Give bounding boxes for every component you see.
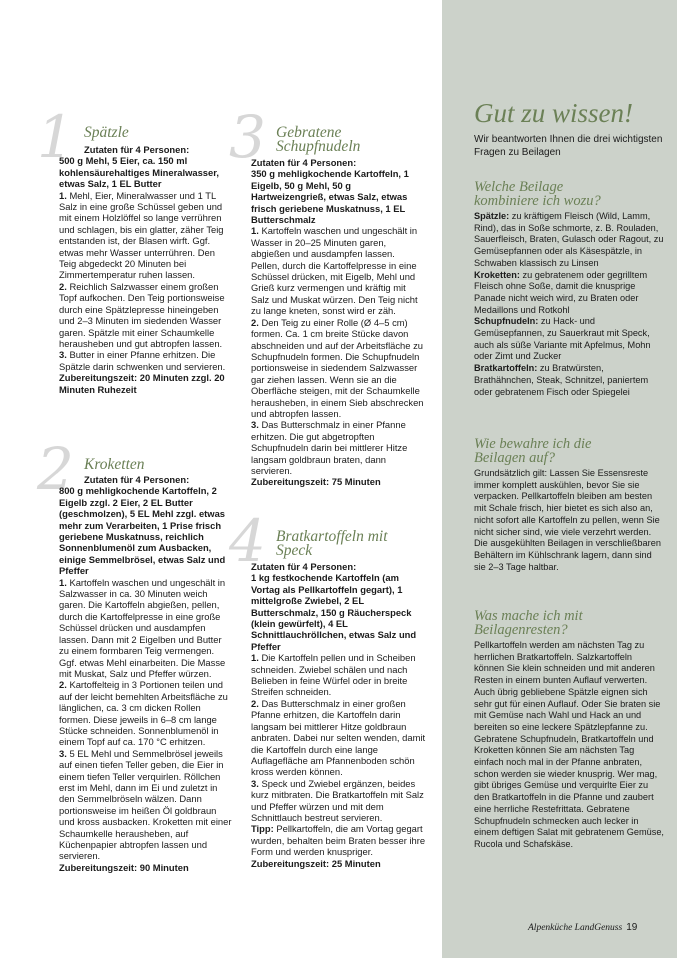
recipe-time: Zubereitungszeit: 90 Minuten [59, 861, 189, 873]
question-heading: Welche Beilage kombiniere ich wozu? [474, 179, 601, 209]
recipe-servings: Zutaten für 4 Personen: [251, 561, 357, 572]
recipe-title: Spätzle [84, 124, 129, 141]
recipe-steps [59, 190, 234, 373]
sidebar-title: Gut zu wissen! [474, 98, 634, 128]
recipe-step: 1. Kartoffeln waschen und ungeschält in Salzwasser in ca. 30 Minuten weich garen. Die Kartoffeln abgießen, pellen, durch die Kartoffelpresse in eine große Schüssel drücken und ausdampfen lassen. Dann mit 2 Eigelben und Butter zu einem formbaren Teig vermengen. Ggf. etwas Mehl einarbeiten. Die Masse mit Muskat, Salz und Pfeffer würzen. [59, 576, 226, 679]
recipe-step: 3. Speck und Zwiebel ergänzen, beides kurz mitbraten. Die Bratkartoffeln mit Salz und Pfeffer würzen und mit dem Schnittlauch bestreut servieren. [251, 777, 424, 823]
page-footer [528, 922, 637, 933]
recipe-steps [251, 652, 426, 857]
recipe-servings: Zutaten für 4 Personen: [251, 157, 357, 168]
recipe-step: 3. Das Butterschmalz in einer Pfanne erhitzen. Die gut abgetropften Schupfnudeln darin bei mittlerer Hitze langsam goldbraun braten, dann servieren. [251, 419, 408, 476]
recipe-steps [59, 577, 234, 862]
recipe-kroketten [37, 435, 234, 873]
question-combination [474, 180, 664, 398]
recipe-step: 1. Kartoffeln waschen und ungeschält in Wasser in 20–25 Minuten garen, abgießen und ausdampfen lassen. Pellen, durch die Kartoffelpresse in eine Schüssel drücken, mit Eigelb, Mehl und Grieß kurz vermengen und kräftig mit Salz und Muskat würzen. Den Teig nicht zu lange kneten, sonst wird er zäh. [251, 225, 418, 317]
recipe-number: 1 [37, 103, 74, 171]
recipe-title: Kroketten [84, 456, 145, 473]
answer-paragraph: Kroketten: zu gebratenem oder gegrilltem Fleisch ohne Soße, damit die knusprige Panade nicht weich wird, zu Braten oder Medaillons und Rotkohl [474, 269, 648, 315]
answer-paragraph: Pellkartoffeln werden am nächsten Tag zu herrlichen Bratkartoffeln. Salzkartoffeln können Sie klein schneiden und mit anderen Resten in einem bunten Auflauf verwerten. Auch übrig gebliebene Spätzle eignen sich sehr gut für einen Auflauf. Oder Sie braten sie mit Gemüse nach Wahl und Hack an und bereiten so eine leckere Spätzlepfanne zu. Gebratene Schupfnudeln, Bratkartoffeln und Kroketten können Sie am nächsten Tag einfach noch mal in der Pfanne anbraten, schon werden sie wieder knusprig. Wer mag, gibt übriges Gemüse und verquirlte Eier zu den Bratkartoffeln in die Pfanne und zaubert eine herrliche Restefrittata. Gebratene Schupfnudeln schmecken auch lecker in einem deftigen Salat mit gebratenem Gemüse, Rucola und Schafskäse. [474, 640, 664, 849]
recipe-step: 2. Den Teig zu einer Rolle (Ø 4–5 cm) formen. Ca. 1 cm breite Stücke davon abschneiden und auf der Arbeitsfläche zu Schupfnudeln formen. Die Schupfnudeln portionsweise in siedendem Salzwasser gar ziehen lassen. Wenn sie an die Oberfläche steigen, mit der Schaumkelle herausheben, in einem Sieb abschrecken und abtropfen lassen. [251, 316, 424, 419]
answer-paragraph: Schupfnudeln: zu Hack- und Gemüsepfannen, zu Sauerkraut mit Speck, auch als süße Variante mit Apfelmus, Mohn oder Zimt und Zucker [474, 316, 651, 362]
recipe-ingredients: 1 kg festkochende Kartoffeln (am Vortag als Pellkartoffeln gegart), 1 mittelgroße Zwiebel, 2 EL Butterschmalz, 150 g Räucherspeck (klein gewürfelt), 4 EL Schnittlauchröllchen, etwas Salz und Pfeffer [251, 572, 417, 652]
recipe-time: Zubereitungszeit: 75 Minuten [251, 476, 381, 488]
recipe-time: Zubereitungszeit: 25 Minuten [251, 857, 381, 869]
recipe-schupfnudeln [229, 103, 426, 488]
recipe-ingredients: 500 g Mehl, 5 Eier, ca. 150 ml kohlensäurehaltiges Mineralwasser, etwas Salz, 1 EL Butter [59, 155, 219, 190]
recipe-steps [251, 225, 426, 476]
recipe-spaetzle [37, 103, 234, 395]
question-heading: Was mache ich mit Beilagenresten? [474, 608, 583, 638]
recipe-step: 1. Mehl, Eier, Mineralwasser und 1 TL Salz in eine große Schüssel geben und mit einem Holzlöffel so lange verrühren und schlagen, bis ein glatter, zäher Teig entstanden ist, der Blasen wirft. Ggf. etwas mehr Wasser unterrühren. Den Teig abgedeckt 20 Minuten bei Zimmertemperatur ruhen lassen. [59, 189, 224, 281]
question-heading: Wie bewahre ich die Beilagen auf? [474, 436, 592, 466]
answer-paragraph: Grundsätzlich gilt: Lassen Sie Essensreste immer komplett auskühlen, bevor Sie sie verpacken. Pellkartoffeln bleiben am besten mit Schale frisch, hier bietet es sich also an, nicht sofort alle Kartoffeln zu pellen, wenn Sie nicht sicher sind, wie viele verzehrt werden. Die ausgekühlten Beilagen in verschließbaren Behältern im Kühlschrank lagern, dann sind sie 2–3 Tage haltbar. [474, 468, 661, 572]
question-answer [474, 211, 664, 398]
recipe-number: 4 [229, 507, 266, 575]
recipe-ingredients: 800 g mehligkochende Kartoffeln, 2 Eigelb zzgl. 2 Eier, 2 EL Butter (geschmolzen), 5 EL Mehl zzgl. etwas mehr zum Verarbeiten, 1 Prise frisch geriebene Muskatnuss, reichlich Sonnenblumenöl zum Ausbacken, einige Semmelbrösel, etwas Salz und Pfeffer [59, 485, 226, 577]
recipe-title: Bratkartoffeln mit Speck [276, 528, 388, 559]
recipe-title: Gebratene Schupfnudeln [276, 124, 361, 155]
question-leftovers [474, 609, 664, 851]
recipe-number: 3 [229, 103, 266, 171]
recipe-number: 2 [37, 435, 74, 503]
answer-paragraph: Spätzle: zu kräftigem Fleisch (Wild, Lamm, Rind), das in Soße schmorte, z. B. Rouladen, Sauerfleisch, Braten, Gulasch oder Ragout, zu Gemüsepfannen oder als Käsespätzle, in Schwaben klassisch zu Linsen [474, 211, 664, 268]
recipe-time: Zubereitungszeit: 20 Minuten zzgl. 20 Minuten Ruhezeit [59, 372, 225, 395]
recipe-ingredients: 350 g mehligkochende Kartoffeln, 1 Eigelb, 50 g Mehl, 50 g Hartweizengrieß, etwas Salz, etwas frisch geriebene Muskatnuss, 1 EL Butterschmalz [251, 168, 409, 226]
answer-paragraph: Bratkartoffeln: zu Bratwürsten, Brathähnchen, Steak, Schnitzel, paniertem oder gebratenem Fisch oder Spiegelei [474, 363, 649, 397]
recipe-step: 3. 5 EL Mehl und Semmelbrösel jeweils auf einen tiefen Teller geben, die Eier in einem tiefen Teller verquirlen. Röllchen erst im Mehl, dann im Ei und zuletzt in den Semmelbröseln wälzen. Dann portionsweise im heißen Öl goldbraun und kross ausbacken. Kroketten mit einer Schaumkelle herausheben, auf Küchenpapier abtropfen lassen und servieren. [59, 747, 232, 862]
recipe-servings: Zutaten für 4 Personen: [84, 474, 190, 485]
recipe-tip: Tipp: Pellkartoffeln, die am Vortag gegart wurden, behalten beim Braten besser ihre Form und werden knuspriger. [251, 823, 426, 858]
recipe-step: 2. Reichlich Salzwasser einem großen Topf aufkochen. Den Teig portionsweise durch eine Spätzlepresse hineingeben und 2–3 Minuten im siedenden Wasser garen. Spätzle mit einer Schaumkelle herausheben und gut abtropfen lassen. [59, 280, 225, 349]
recipe-step: 1. Die Kartoffeln pellen und in Scheiben schneiden. Zwiebel schälen und nach Belieben in feine Würfel oder in breite Streifen schneiden. [251, 652, 416, 698]
sidebar-intro: Wir beantworten Ihnen die drei wichtigsten Fragen zu Beilagen [474, 134, 663, 158]
magazine-name: Alpenküche LandGenuss [528, 923, 623, 933]
recipe-bratkartoffeln [229, 507, 426, 869]
question-answer [474, 640, 664, 851]
recipe-servings: Zutaten für 4 Personen: [84, 144, 190, 155]
recipe-step: 2. Kartoffelteig in 3 Portionen teilen und auf der leicht bemehlten Arbeitsfläche zu länglichen, ca. 3 cm dicken Rollen formen. Diese jeweils in 6–8 cm lange Stücke schneiden. Sonnenblumenöl in einem Topf auf ca. 170 °C erhitzen. [59, 679, 228, 748]
page-number: 19 [626, 922, 638, 933]
recipe-step: 3. Butter in einer Pfanne erhitzen. Die Spätzle darin schwenken und servieren. [59, 349, 226, 372]
question-storage [474, 437, 664, 573]
recipe-step: 2. Das Butterschmalz in einer großen Pfanne erhitzen, die Kartoffeln darin langsam bei mittlerer Hitze goldbraun anbraten. Dabei nur selten wenden, damit die Kartoffeln durch eine lange Auflagefläche am Pfannenboden schön kross werden können. [251, 697, 426, 778]
question-answer [474, 468, 664, 573]
